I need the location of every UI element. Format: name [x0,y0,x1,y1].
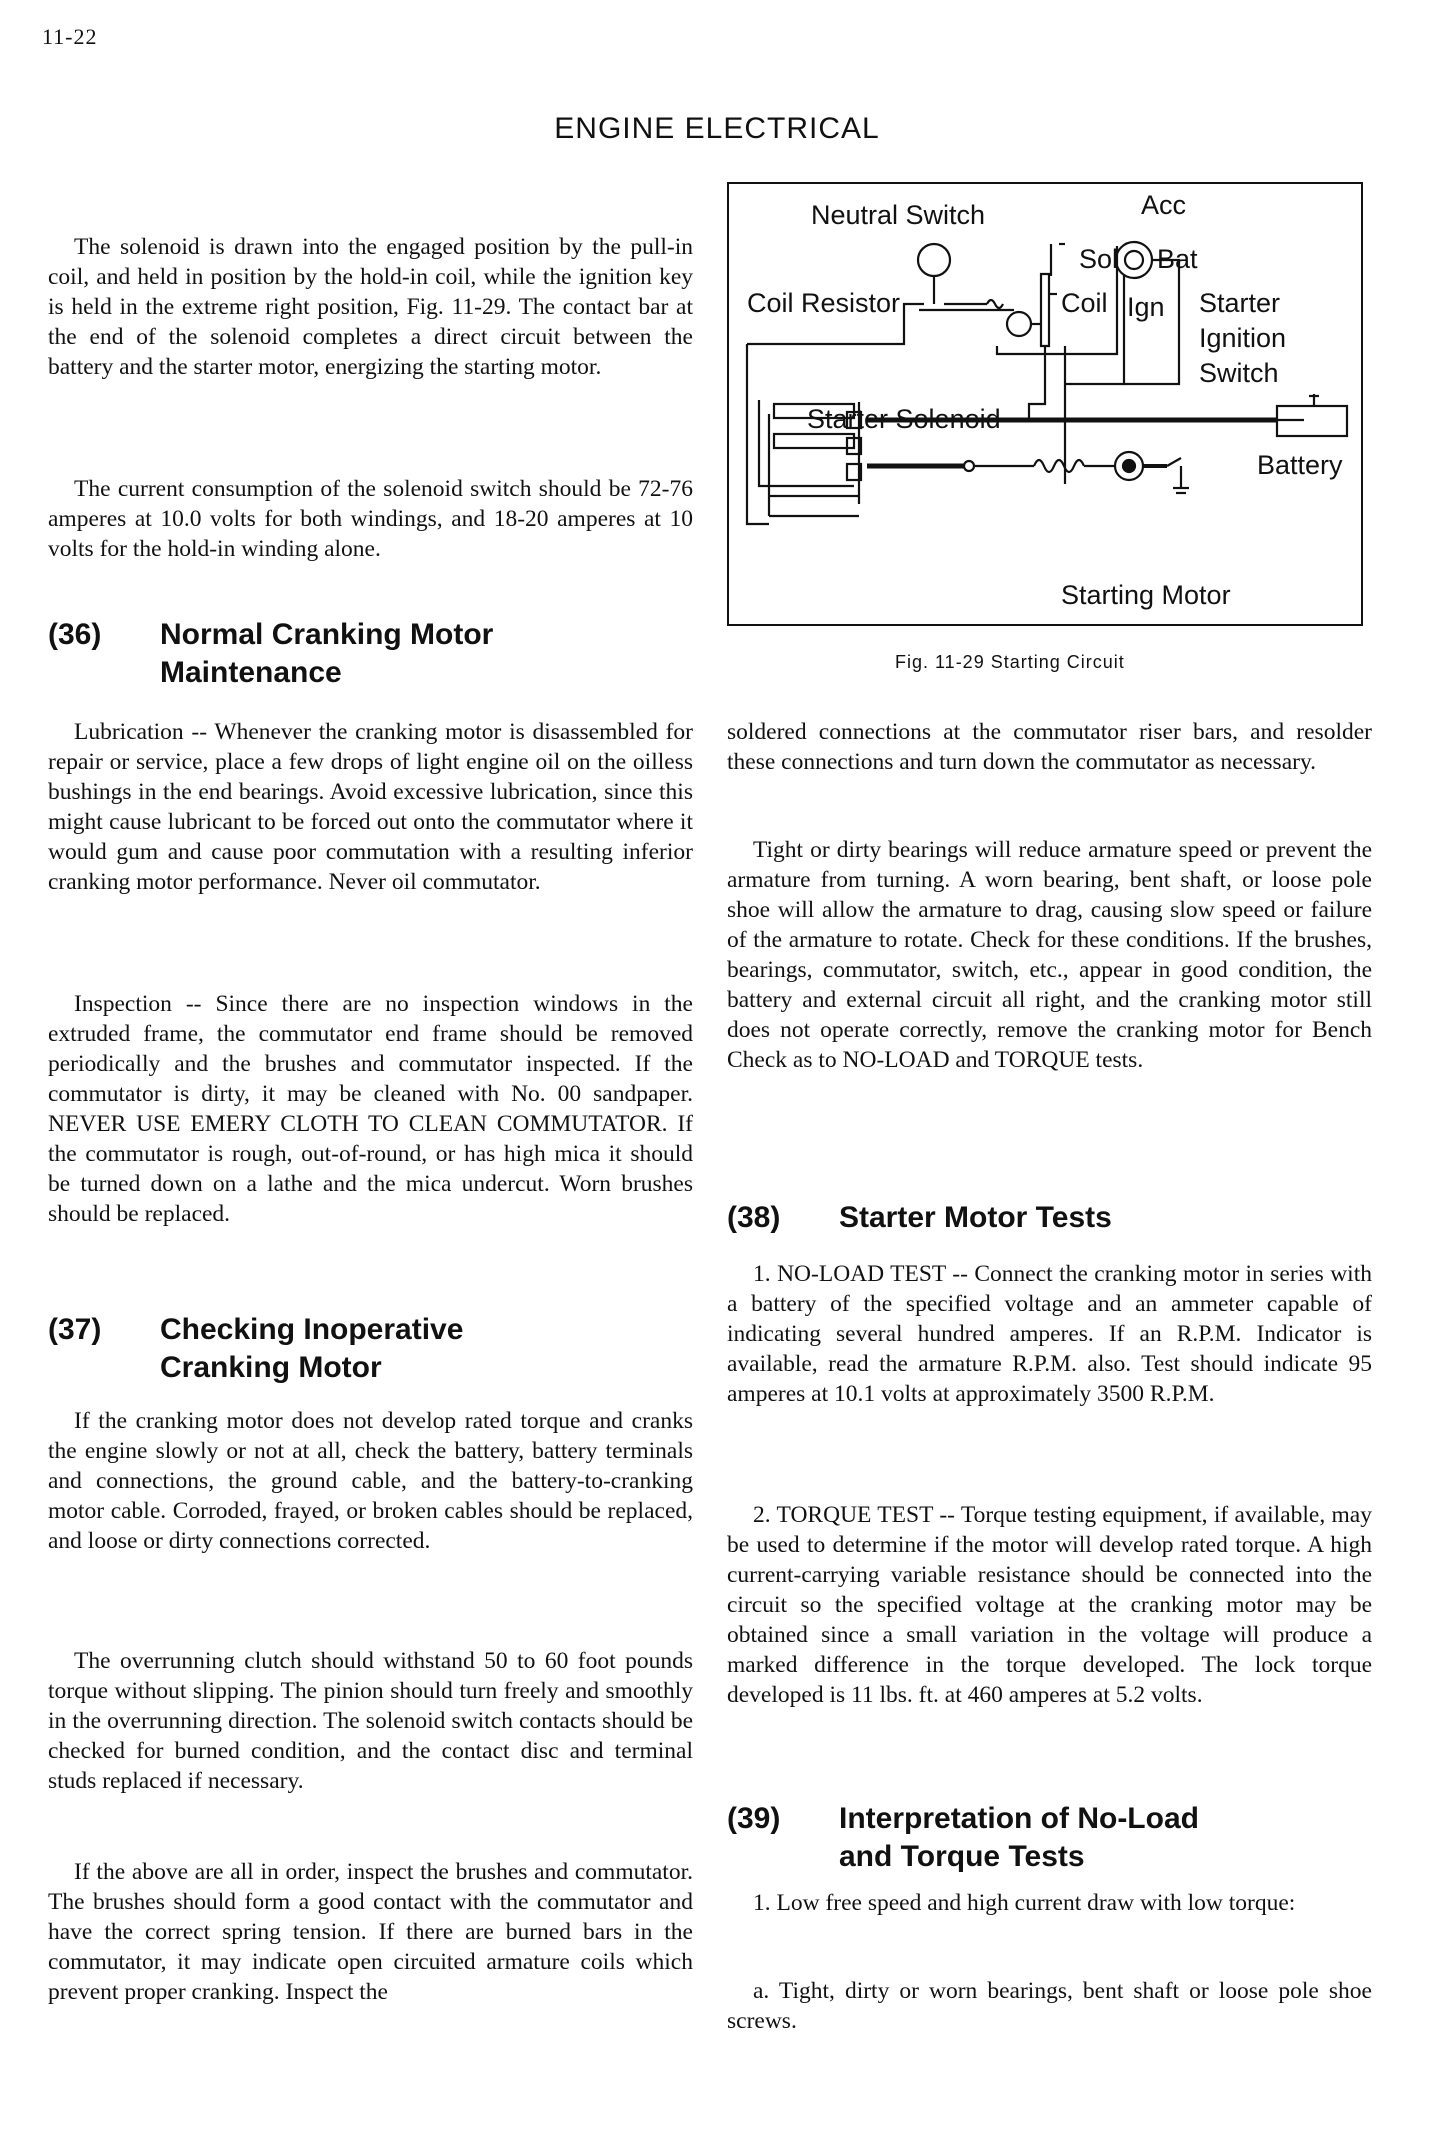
label-coil: Coil [1061,288,1108,318]
starting-circuit-svg [729,184,1361,624]
heading-39-line2: and Torque Tests [839,1840,1085,1873]
heading-36-line2: Maintenance [160,656,342,689]
paragraph-solenoid-engagement: The solenoid is drawn into the engaged position by the pull-in coil, and held in position by the hold-in coil, while the ignition key is held in the extreme right position, Fig. 11-29. The contact bar at the end of the solenoid completes a direct circuit between the battery and the starter motor, energizing the starting motor. [48,234,693,380]
label-coil-resistor: Coil Resistor [747,288,901,318]
paragraph-checking-motor: If the cranking motor does not develop rated torque and cranks the engine slowly or not at all, check the battery, battery terminals and connections, the ground cable, and the battery-to-cranking motor cable. Corroded, frayed, or broken cables should be replaced, and loose or dirty connections corrected. [48,1408,693,1554]
paragraph-solenoid-current: The current consumption of the solenoid switch should be 72-76 amperes at 10.0 volts for both windings, and 18-20 amperes at 10 volts for the hold-in winding alone. [48,476,693,562]
label-bat: Bat [1157,244,1198,274]
heading-38 [727,1199,1372,1237]
heading-36-number: (36) [48,618,102,651]
paragraph-inspection: Inspection -- Since there are no inspection windows in the extruded frame, the commutator end frame should be removed periodically and the brushes and commutator inspected. If the commutator is dirty, it may be cleaned with No. 00 sandpaper. NEVER USE EMERY CLOTH TO CLEAN COMMUTATOR. If the commutator is rough, out-of-round, or has high mica it should be turned down on a lathe and the mica undercut. Worn brushes should be replaced. [48,991,693,1227]
paragraph-torque-test: 2. TORQUE TEST -- Torque testing equipment, if available, may be used to determine if the motor will develop rated torque. A high current-carrying variable resistance should be connected into the circuit so the specified voltage at the cranking motor may be obtained since a small variation in the voltage will produce a marked difference in the torque developed. The lock torque developed is 11 lbs. ft. at 460 amperes at 5.2 volts. [727,1502,1372,1708]
heading-39-number: (39) [727,1802,781,1835]
heading-37-number: (37) [48,1313,102,1346]
label-starter: Starter [1199,288,1281,318]
paragraph-tight-dirty-bearings: a. Tight, dirty or worn bearings, bent shaft or loose pole shoe screws. [727,1978,1372,2034]
label-ignition: Ignition [1199,323,1287,353]
heading-39 [727,1800,1372,1876]
heading-37-line2: Cranking Motor [160,1351,382,1384]
heading-36-line1: Normal Cranking Motor [160,618,494,651]
label-switch: Switch [1199,358,1279,388]
paragraph-lubrication: Lubrication -- Whenever the cranking motor is disassembled for repair or service, place a few drops of light engine oil on the oilless bushings in the end bearings. Avoid excessive lubrication, since this might cause lubricant to be forced out onto the commutator where it would gum and cause poor commutation with a resulting inferior cranking motor performance. Never oil commutator. [48,719,693,895]
label-ign: Ign [1127,292,1165,322]
paragraph-soldered-connections: soldered connections at the commutator riser bars, and resolder these connections and turn down the commutator as necessary. [727,719,1372,775]
heading-38-number: (38) [727,1201,781,1234]
paragraph-tight-bearings: Tight or dirty bearings will reduce armature speed or prevent the armature from turning. A worn bearing, bent shaft, or loose pole shoe will allow the armature to drag, causing slow speed or failure of the armature to rotate. Check for these conditions. If the brushes, bearings, commutator, switch, etc., appear in good condition, the battery and external circuit all right, and the cranking motor still does not operate correctly, remove the cranking motor for Bench Check as to NO-LOAD and TORQUE tests. [727,837,1372,1073]
paragraph-brushes-commutator: If the above are all in order, inspect the brushes and commutator. The brushes should form a good contact with the commutator and have the correct spring tension. If there are burned bars in the commutator, it may indicate open circuited armature coils which prevent proper cranking. Inspect the [48,1859,693,2005]
label-starting-motor: Starting Motor [1061,580,1231,610]
heading-36 [48,616,693,692]
figure-caption: Fig. 11-29 Starting Circuit [895,652,1125,672]
heading-39-line1: Interpretation of No-Load [839,1802,1199,1835]
starting-circuit-diagram [727,182,1363,626]
heading-37 [48,1311,693,1387]
label-starter-solenoid: Starter Solenoid [807,404,1001,434]
paragraph-overrunning-clutch: The overrunning clutch should withstand 50 to 60 foot pounds torque without slipping. The pinion should turn freely and smoothly in the overrunning direction. The solenoid switch contacts should be checked for burned condition, and the contact disc and terminal studs replaced if necessary. [48,1648,693,1794]
label-neutral-switch: Neutral Switch [811,200,986,230]
label-sol: Sol [1079,244,1119,274]
page-title: ENGINE ELECTRICAL [554,112,880,145]
paragraph-no-load-test: 1. NO-LOAD TEST -- Connect the cranking motor in series with a battery of the specified voltage and an ammeter capable of indicating several hundred amperes. If an R.P.M. Indicator is available, read the armature R.P.M. also. Test should indicate 95 amperes at 10.1 volts at approximately 3500 R.P.M. [727,1261,1372,1407]
label-acc: Acc [1141,190,1187,220]
page-number: 11-22 [42,24,98,49]
paragraph-low-free-speed: 1. Low free speed and high current draw with low torque: [753,1890,1296,1916]
heading-37-line1: Checking Inoperative [160,1313,464,1346]
label-battery: Battery [1257,450,1343,480]
heading-38-line1: Starter Motor Tests [839,1201,1112,1234]
